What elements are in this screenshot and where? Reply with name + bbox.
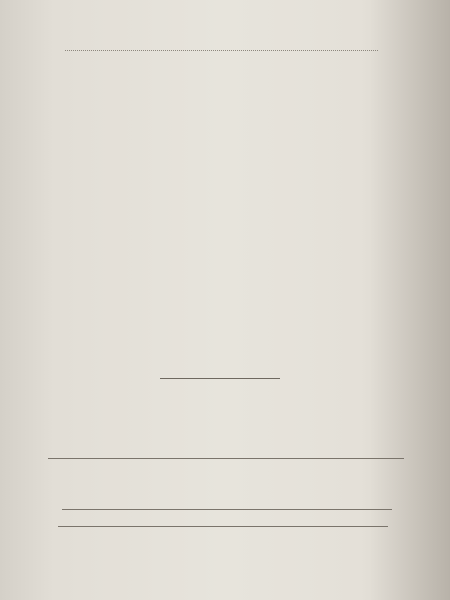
publisher-line <box>62 509 392 513</box>
imprint-heading <box>0 386 450 389</box>
dot-leader <box>65 49 378 51</box>
table-of-contents <box>62 40 380 53</box>
separator-rule <box>160 378 280 379</box>
bottom-rule <box>58 526 388 527</box>
bazar-watermark-logo <box>358 553 444 593</box>
toc-entry-literature <box>62 49 380 53</box>
imprint-rule <box>48 458 404 459</box>
